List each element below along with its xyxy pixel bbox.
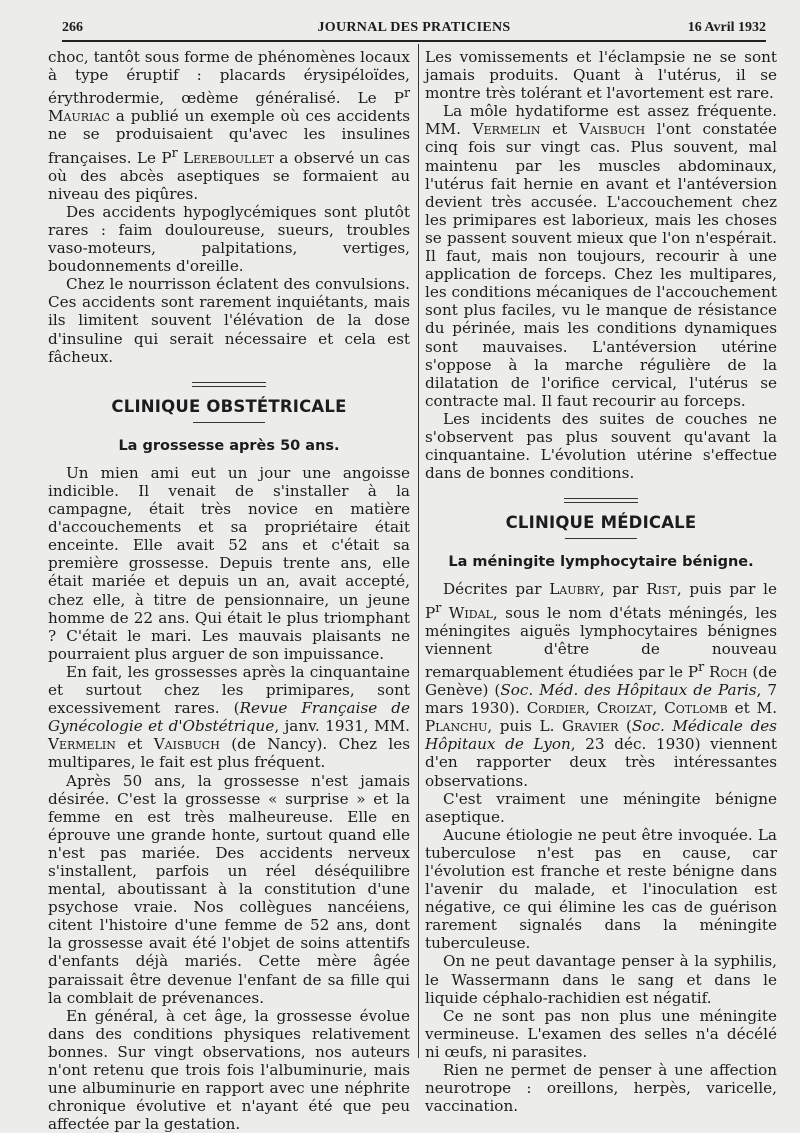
running-header bbox=[62, 17, 766, 39]
right-column bbox=[425, 48, 777, 1115]
paragraph: Aucune étiologie ne peut être invoquée. La tuberculose n'est pas en cause, car l'évolution est franche et reste bénigne dans l'avenir du malade, et l'inoculation est négative, ce qui élimine les cas de guérison rarement signalés dans la méningite tuberculeuse. bbox=[425, 825, 777, 953]
title-underline bbox=[565, 538, 637, 539]
paragraph: Après 50 ans, la grossesse n'est jamais désirée. C'est la grossesse « surprise » et la femme en est très malheureuse. Elle en éprouve une grande honte, surtout quand elle n'est pas mariée. Des accidents nerveux s'installent, parfois un réel déséquilibre mental, aboutissant à la constitution d'une psychose vraie. Nos collègues nancéiens, citent l'histoire d'une femme de 52 ans, dont la grossesse avait été l'objet de soins attentifs d'enfants déjà mariés. Cette mère âgée paraissait être devenue l'enfant de sa fille qui la comblait de prévenances. bbox=[48, 771, 410, 1007]
paragraph: On ne peut davantage penser à la syphilis, le Wassermann dans le sang et dans le liquide céphalo-rachidien est négatif. bbox=[425, 952, 777, 1007]
section-divider bbox=[192, 382, 266, 387]
paragraph: Les incidents des suites de couches ne s'observent pas plus souvent qu'avant la cinquantaine. L'évolution utérine s'effectue dans de bonnes conditions. bbox=[425, 409, 777, 483]
paragraph: En général, à cet âge, la grossesse évolue dans des conditions physiques relativement bonnes. Sur vingt observations, nos auteurs n'ont retenu que trois fois l'albuminurie, mais une albuminurie en rapport avec une néphrite chronique évolutive et n'ayant été que peu affectée par la gestation. bbox=[48, 1006, 410, 1133]
paragraph: Des accidents hypoglycémiques sont plutôt rares : faim douloureuse, sueurs, troubles vaso-moteurs, palpitations, vertiges, boudonnements d'oreille. bbox=[48, 202, 410, 276]
column-divider bbox=[418, 44, 419, 1058]
paragraph: Ce ne sont pas non plus une méningite vermineuse. L'examen des selles n'a décélé ni œufs, ni parasites. bbox=[425, 1006, 777, 1061]
paragraph: Chez le nourrisson éclatent des convulsions. Ces accidents sont rarement inquiétants, mais ils limitent souvent l'élévation de la dose d'insuline qui serait nécessaire et cela est fâcheux. bbox=[48, 275, 410, 366]
paragraph: La môle hydatiforme est assez fréquente. MM. Vermelin et Vaisbuch l'ont constatée cinq fois sur vingt cas. Plus souvent, mal maintenu par les muscles abdominaux, l'utérus fait hernie en avant et l'antéversion devient très accusée. L'accouchement chez les primipares est laborieux, mais les choses se passent souvent mieux que l'on n'espérait. Il faut, mais non toujours, recourir à une application de forceps. Chez les multipares, les conditions mécaniques de l'accouchement sont plus faciles, vu le manque de résistance du périnée, mais les conditions dynamiques sont mauvaises. L'antéversion utérine s'oppose à la marche régulière de la dilatation de l'orifice cervical, l'utérus se contracte mal. Il faut recourir au forceps. bbox=[425, 102, 777, 410]
issue-date: 16 Avril 1932 bbox=[687, 20, 766, 35]
header-rule bbox=[62, 40, 766, 42]
section-title: CLINIQUE MÉDICALE bbox=[505, 513, 697, 533]
section-title: CLINIQUE OBSTÉTRICALE bbox=[111, 396, 347, 416]
journal-title: JOURNAL DES PRATICIENS bbox=[317, 20, 511, 35]
paragraph: Rien ne permet de penser à une affection neurotrope : oreillons, herpès, varicelle, vaccination. bbox=[425, 1061, 777, 1116]
paragraph: choc, tantôt sous forme de phénomènes locaux à type éruptif : placards érysipéloïdes, érythrodermie, œdème généralisé. Le $P^r$ Mauriac a publié un exemple où ces accidents ne se produisaient qu'avec les insulines françaises. Le $P^r$ Lereboullet a observé un cas où des abcès aseptiques se formaient au niveau des piqûres. bbox=[48, 48, 410, 203]
section-divider bbox=[564, 498, 638, 503]
paragraph: Les vomissements et l'éclampsie ne se sont jamais produits. Quant à l'utérus, il se montre très tolérant et l'avortement est rare. bbox=[425, 48, 777, 103]
paragraph: En fait, les grossesses après la cinquantaine et surtout chez les primipares, sont excessivement rares. (Revue Française de Gynécologie et d'Obstétrique, janv. 1931, MM. Vermelin et Vaisbuch (de Nancy). Chez les multipares, le fait est plus fréquent. bbox=[48, 662, 410, 772]
article-title: La grossesse après 50 ans. bbox=[118, 437, 340, 454]
paragraph: Décrites par Laubry, par Rist, puis par le $P^r$ Widal, sous le nom d'états méningés, les méningites aiguës lymphocytaires bénignes viennent d'être de nouveau remarquablement étudiées par le $P^r$ Roch (de Genève) (Soc. Méd. des Hôpitaux de Paris, 7 mars 1930). Cordier, Croizat, Cotlomb et M. Planchu, puis L. Gravier (Soc. Médicale des Hôpitaux de Lyon, 23 déc. 1930) viennent d'en rapporter deux très intéressantes observations. bbox=[425, 580, 778, 790]
title-underline bbox=[193, 422, 265, 423]
paragraph: Un mien ami eut un jour une angoisse indicible. Il venait de s'installer à la campagne, était très novice en matière d'accouchements et sa propriétaire était enceinte. Elle avait 52 ans et c'était sa première grossesse. Depuis trente ans, elle était mariée et depuis un an, avait accepté, chez elle, à titre de pensionnaire, un jeune homme de 22 ans. Qui était le plus triomphant ? C'était le mari. Les mauvais plaisants ne pourraient plus arguer de son impuissance. bbox=[48, 463, 410, 663]
left-column bbox=[48, 48, 410, 1133]
paragraph: C'est vraiment une méningite bénigne aseptique. bbox=[425, 789, 777, 826]
article-title: La méningite lymphocytaire bénigne. bbox=[448, 554, 754, 571]
page-number: 266 bbox=[62, 20, 83, 35]
